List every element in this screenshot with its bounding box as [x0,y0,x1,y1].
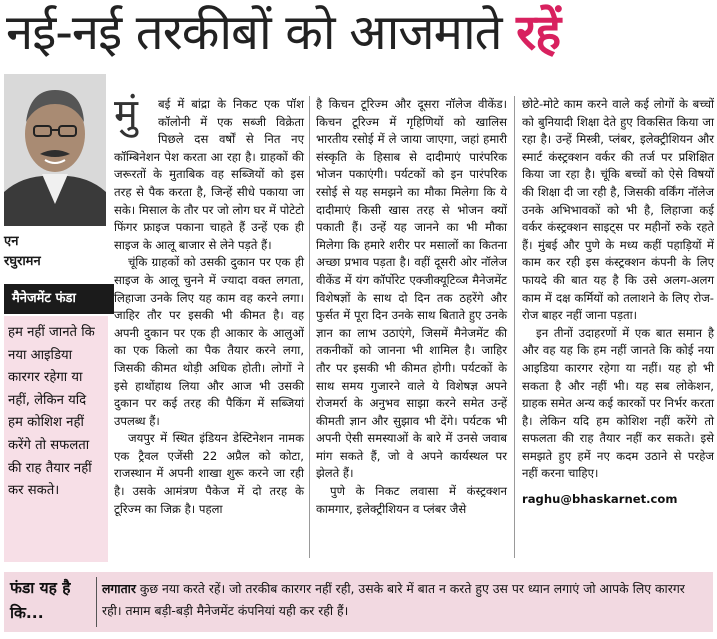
article-paragraph: पुणे के निकट लवासा में कंस्ट्रक्शन कामगार, इलेक्ट्रीशियन व प्लंबर जैसे [316,484,507,516]
headline [6,0,711,66]
drop-cap: मुं [114,91,138,137]
column-divider [309,96,310,558]
article-paragraph: चूंकि ग्राहकों को उसकी दुकान पर एक ही साइज के आलू चुनने में ज्यादा वक्त लगता, लिहाजा उनके लिए यह काम वह करने लगा। जाहिर तौर पर इसकी भी कीमत है। वह अपनी दुकान पर एक ही आकार के आलुओं का एक किलो का पैक तैयार करने लगा, जिसकी कीमत थोड़ी अधिक होती। लोगों ने इसे हाथोंहाथ लिया और आज भी उसकी दुकान पर कई तरह की पैकिंग में सब्जियां उपलब्ध हैं। [114,255,304,428]
article-paragraph: इन तीनों उदाहरणों में एक बात समान है और वह यह कि हम नहीं जानते कि कोई नया आइडिया कारगर रहेगा या नहीं। यह हो भी सकता है और नहीं भी। यह सब लोकेशन, ग्राहक समेत अन्य कई कारकों पर निर्भर करता है। लेकिन यदि हम कोशिश नहीं करेंगे तो सफलता की राह तैयार नहीं कर सकते। इसे समझते हुए हमें नए कदम उठाने से परहेज नहीं करना चाहिए। [522,325,714,481]
author-initial: एन [4,234,19,249]
headline-accent: रहें [516,4,561,61]
funda-footer [4,572,713,632]
article-paragraph: जयपुर में स्थित इंडियन डेस्टिनेशन नामक एक ट्रैवल एजेंसी 22 अप्रैल को कोटा, राजस्थान में अपनी शाखा शुरू करने जा रही है। उसके आमंत्रण पैकेज में दो तरह के टूरिज्म का जिक्र है। पहला [114,431,304,516]
column-divider [514,96,515,558]
author-name: रघुरामन [4,254,41,269]
author-email: raghu@bhaskarnet.com [522,492,678,507]
article-column-1 [114,91,304,518]
funda-label: फंडा यह है कि... [10,579,71,622]
article-column-3 [522,96,714,509]
author-photo [4,74,106,226]
funda-lead: लगातार [102,581,136,596]
funda-text [102,578,708,622]
column-badge: मैनेजमेंट फंडा [4,284,114,314]
author-byline [4,232,106,272]
footer-divider [96,577,97,627]
pull-quote: हम नहीं जानते कि नया आइडिया कारगर रहेगा या नहीं, लेकिन यदि हम कोशिश नहीं करेंगे तो सफलता की राह तैयार नहीं कर सकते। [4,316,108,562]
article-paragraph: छोटे-मोटे काम करने वाले कई लोगों के बच्चों को बुनियादी शिक्षा देते हुए विकसित किया जा रहा है। उन्हें मिस्त्री, प्लंबर, इलेक्ट्रीशियन और स्मार्ट कंस्ट्रक्शन वर्कर की तर्ज पर प्रशिक्षित किया जा रहा है। चूंकि बच्चों को ऐसे विषयों की शिक्षा दी जा रही है, जिसकी वर्किंग नॉलेज उनके अभिभावकों को भी है, लिहाजा कई वर्कर कंस्ट्रक्शन साइट्स पर महीनों रुके रहते हैं। मुंबई और पुणे के मध्य कहीं पहाड़ियों में काम कर रही इस कंस्ट्रक्शन कंपनी के लिए फायदे की बात यह है कि उसे अलग-अलग काम में दक्ष कर्मियों को तलाशने के लिए रोज-रोज बाहर नहीं जाना पड़ता। [522,97,714,323]
article-paragraph: है किचन टूरिज्म और दूसरा नॉलेज वीकेंड। किचन टूरिज्म में गृहिणियों को खालिस भारतीय रसोई में ले जाया जाएगा, जहां हमारी संस्कृति के हिसाब से दादीमाएं पारंपरिक भोजन पकाएंगी। पर्यटकों को इन पारंपरिक रसोई से यह समझने का मौका मिलेगा कि ये दादीमाएं किसी खास तरह से भोजन क्यों पकाती हैं। उन्हें यह जानने का भी मौका मिलेगा कि हमारे शरीर पर मसालों का कितना अच्छा प्रभाव पड़ता है। वहीं दूसरी ओर नॉलेज वीकेंड में यंग कॉर्पोरेट एक्जीक्यूटिव्ज मैनेजमेंट विशेषज्ञों के साथ दो दिन तक ठहरेंगे और फुर्सत में पूरा दिन उनके साथ बिताते हुए उनके ज्ञान का लाभ उठाएंगे, जिसमें मैनेजमेंट की तकनीकों को जानना भी शामिल है। जाहिर तौर पर इसकी भी कीमत होगी। पर्यटकों के साथ समय गुजारने वाले ये विशेषज्ञ अपने रोजमर्रा के अनुभव साझा करने समेत उन्हें कीमती ज्ञान और सुझाव भी देंगे। पर्यटक भी अपनी ऐसी समस्याओं के बारे में उनसे जवाब मांग सकते हैं, जो वे अपने कार्यस्थल पर झेलते हैं। [316,97,507,481]
headline-main: नई-नई तरकीबों को आजमाते [6,4,502,61]
author-portrait-image [4,74,106,226]
funda-body: कुछ नया करते रहें। जो तरकीब कारगर नहीं रही, उसके बारे में बात न करते हुए उस पर ध्यान लगाएं जो आपके लिए कारगर रही। तमाम बड़ी-बड़ी मैनेजमेंट कंपनियां यही कर रही हैं। [102,581,685,618]
article-column-2 [316,96,507,518]
article-paragraph: मुं बई में बांद्रा के निकट एक पॉश कॉलोनी में एक सब्जी विक्रेता पिछले दस वर्षों से नित नए कॉम्बिनेशन पेश करता आ रहा है। ग्राहकों की जरूरतों के मुताबिक वह सब्जियों को इस तरह से पैक करता है, जिन्हें सीधे पकाया जा सके। मिसाल के तौर पर जो लोग घर में पोटेटो फिंगर फ्राइज पकाना चाहते हैं उन्हें एक ही साइज के आलू बाजार से लेने पड़ते हैं। [114,91,304,252]
